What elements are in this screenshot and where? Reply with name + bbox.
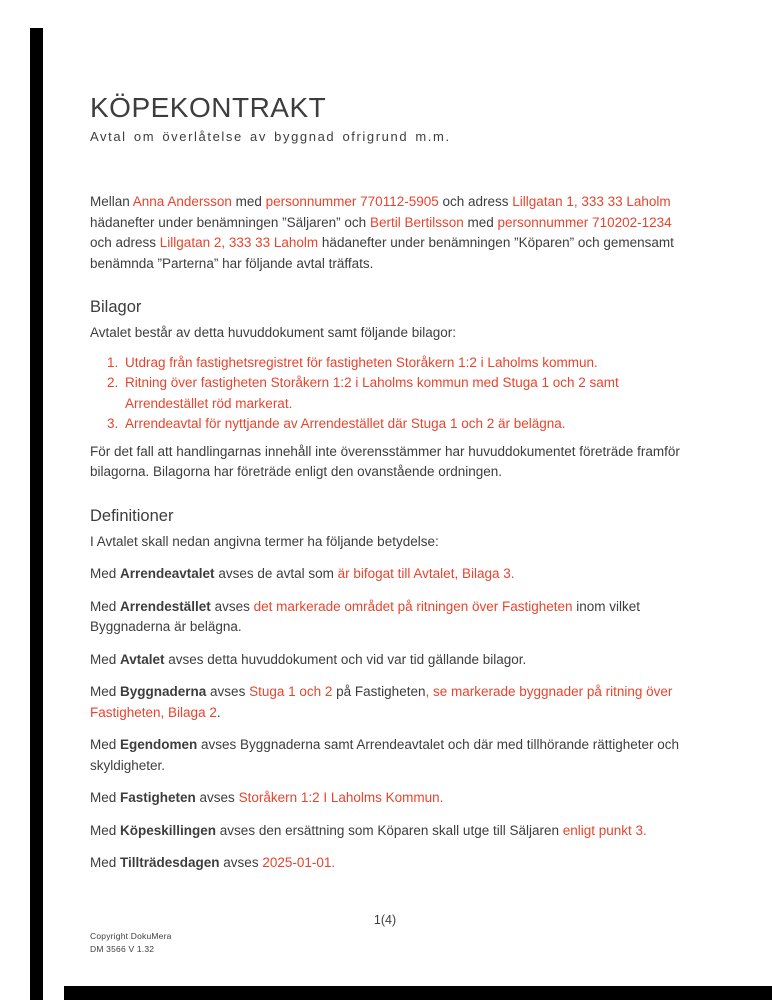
page-title: KÖPEKONTRAKT	[90, 92, 327, 123]
definition-paragraph: Med Arrendeavtalet avses de avtal som är bifogat till Avtalet, Bilaga 3.	[90, 566, 515, 581]
definition-paragraph: Med Fastigheten avses Storåkern 1:2 I Laholms Kommun.	[90, 790, 444, 805]
bilagor-note: För det fall att handlingarnas innehåll inte överensstämmer har huvuddokumentet företräde framför bilagorna. Bilagorna har företräde enligt den ovanstående ordningen.	[90, 443, 680, 479]
list-item-number: 3.	[107, 416, 119, 431]
list-item-number: 1.	[107, 354, 119, 370]
bilagor-lead: Avtalet består av detta huvuddokument samt följande bilagor:	[90, 325, 456, 340]
list-item-text: Utdrag från fastighetsregistret för fastigheten Storåkern 1:2 i Laholms kommun.	[125, 354, 598, 370]
scan-edge-left	[30, 28, 43, 1000]
definition-paragraph: Med Arrendestället avses det markerade området på ritningen över Fastigheten inom vilket Byggnaderna är belägna.	[90, 598, 641, 634]
bilagor-list-item	[90, 353, 696, 374]
section-heading-bilagor: Bilagor	[90, 298, 142, 316]
footer-copyright: Copyright DokuMera	[90, 931, 172, 941]
page-number: 1(4)	[373, 913, 397, 927]
list-item-text: Ritning över fastigheten Storåkern 1:2 i Laholms kommun med Stuga 1 och 2 samt Arrendestället röd markerat.	[125, 375, 619, 411]
list-item-number: 2.	[107, 375, 119, 390]
definition-paragraph: Med Byggnaderna avses Stuga 1 och 2 på Fastigheten, se markerade byggnader på ritning över Fastigheten, Bilaga 2.	[90, 684, 673, 720]
definition-paragraph: Med Avtalet avses detta huvuddokument och vid var tid gällande bilagor.	[90, 651, 527, 667]
bilagor-list	[90, 353, 696, 435]
page-subtitle: Avtal om överlåtelse av byggnad ofrigrund m.m.	[90, 129, 451, 144]
section-heading-definitioner: Definitioner	[90, 506, 174, 525]
scan-edge-bottom	[64, 986, 772, 1000]
definition-paragraph: Med Köpeskillingen avses den ersättning som Köparen skall utge till Säljaren enligt punkt 3.	[90, 822, 647, 838]
document-content	[90, 92, 696, 874]
definition-paragraph: Med Egendomen avses Byggnaderna samt Arrendeavtalet och där med tillhörande rättigheter och skyldigheter.	[90, 737, 680, 773]
footer-doc-id: DM 3566 V 1.32	[90, 943, 155, 954]
definition-paragraph: Med Tillträdesdagen avses 2025-01-01.	[90, 855, 336, 870]
definitioner-lead: I Avtalet skall nedan angivna termer ha följande betydelse:	[90, 533, 439, 549]
list-item-text: Arrendeavtal för nyttjande av Arrendestället där Stuga 1 och 2 är belägna.	[125, 416, 566, 431]
bilagor-list-item	[90, 373, 696, 414]
intro-paragraph: Mellan Anna Andersson med personnummer 770112-5905 och adress Lillgatan 1, 333 33 Laholm hädanefter under benämningen ”Säljaren” och Bertil Bertilsson med personnummer 710202-1234 och adress Lillgatan 2, 333 33 Laholm hädanefter under benämningen ”Köparen” och gemensamt benämnda ”Parterna” har följande avtal träffats.	[90, 194, 674, 271]
footer	[90, 930, 172, 955]
bilagor-list-item	[90, 414, 696, 435]
